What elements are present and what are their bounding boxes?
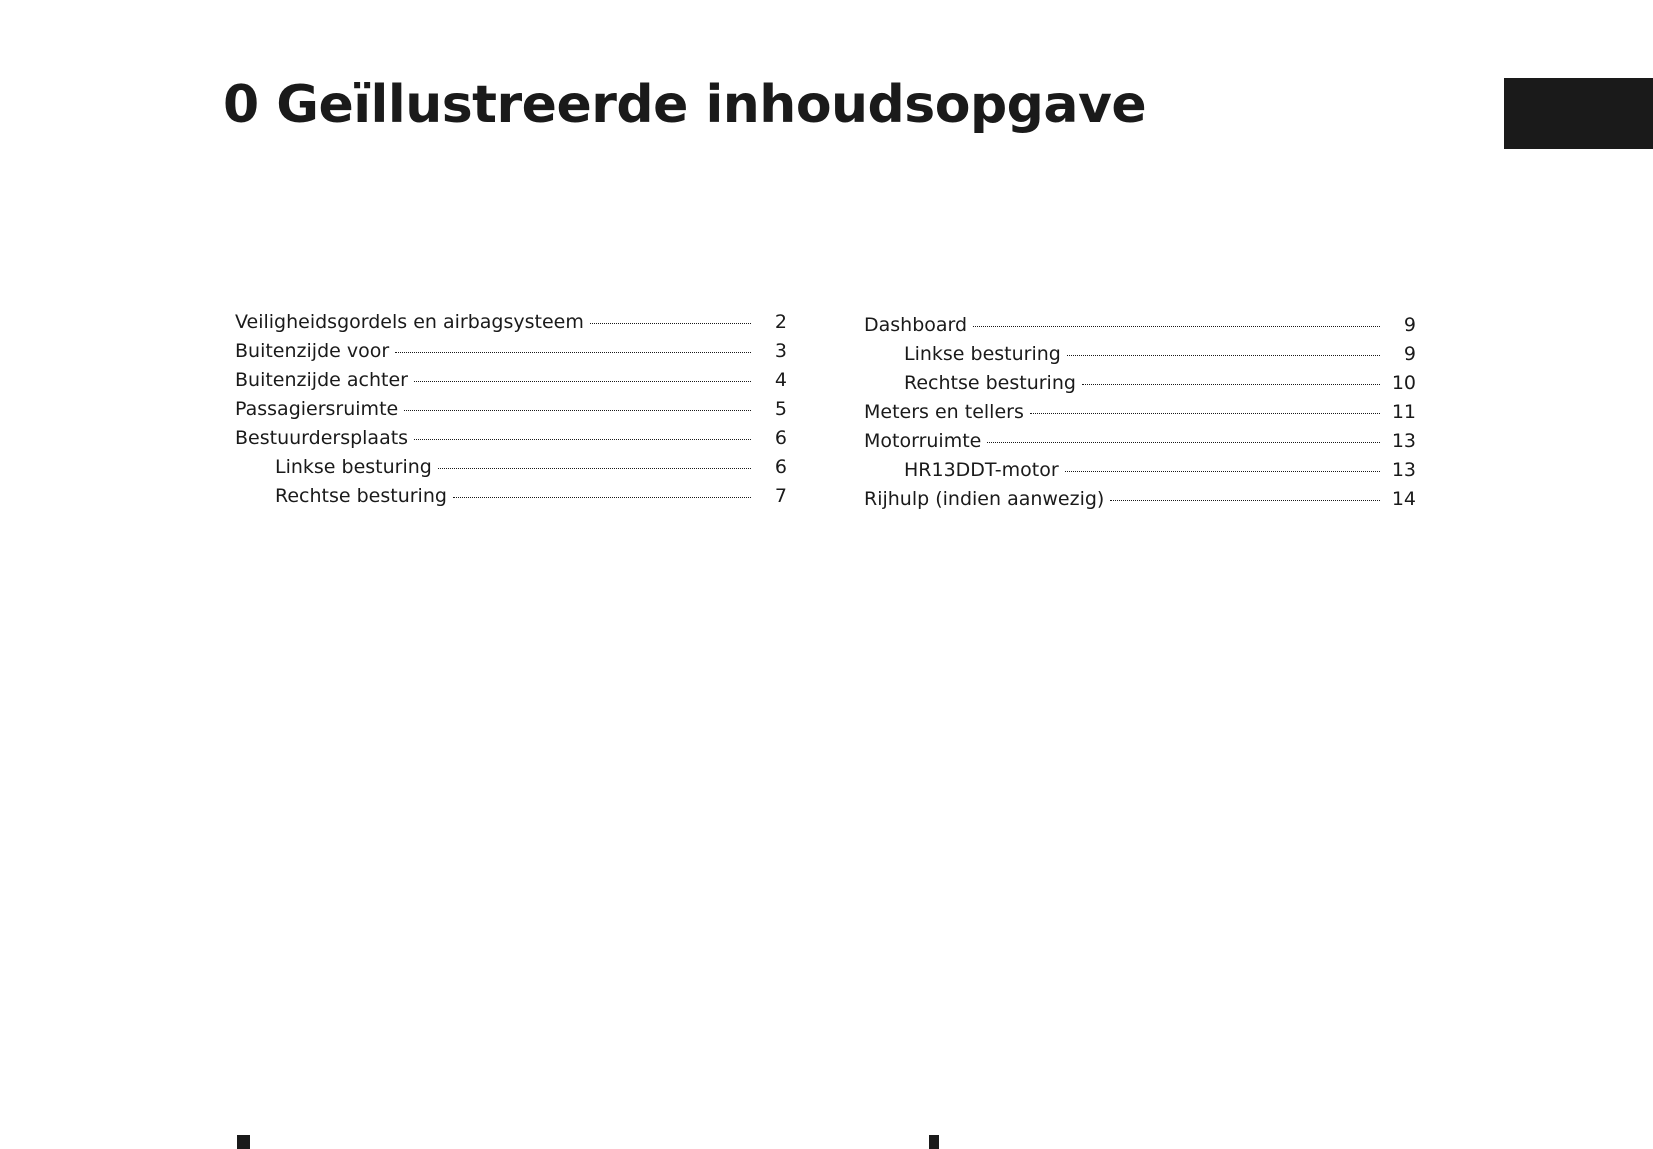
toc-leader-dots <box>453 497 751 498</box>
toc-page-number: 5 <box>774 398 787 420</box>
toc-leader-dots <box>414 381 751 382</box>
toc-entry-label: Linkse besturing <box>904 343 1061 365</box>
toc-page-number: 9 <box>1403 314 1416 336</box>
toc-leader-dots <box>1030 413 1380 414</box>
toc-entry-buitenzijde-achter[interactable] <box>235 366 787 395</box>
toc-entry-label: Rechtse besturing <box>904 372 1076 394</box>
toc-leader-dots <box>438 468 751 469</box>
toc-entry-dashboard-linkse-besturing[interactable] <box>864 340 1416 369</box>
toc-entry-label: Dashboard <box>864 314 968 336</box>
toc-entry-dashboard-rechtse-besturing[interactable] <box>864 369 1416 398</box>
toc-entry-veiligheidsgordels[interactable] <box>235 308 787 337</box>
toc-entry-bestuurdersplaats[interactable] <box>235 424 787 453</box>
toc-page-number: 14 <box>1391 488 1416 510</box>
page-title: 0 Geïllustreerde inhoudsopgave <box>223 75 1147 135</box>
toc-entry-label: Bestuurdersplaats <box>235 427 409 449</box>
toc-leader-dots <box>1110 500 1380 501</box>
toc-page-number: 2 <box>774 311 787 333</box>
toc-page-number: 13 <box>1391 430 1416 452</box>
toc-page-number: 3 <box>774 340 787 362</box>
toc-entry-label: Veiligheidsgordels en airbagsysteem <box>235 311 584 333</box>
toc-entry-label: Linkse besturing <box>275 456 432 478</box>
toc-entry-dashboard[interactable] <box>864 311 1416 340</box>
toc-entry-label: HR13DDT-motor <box>904 459 1059 481</box>
crop-mark-right <box>929 1135 939 1149</box>
toc-entry-rechtse-besturing[interactable] <box>235 482 787 511</box>
toc-leader-dots <box>1065 471 1380 472</box>
toc-entry-passagiersruimte[interactable] <box>235 395 787 424</box>
toc-entry-label: Passagiersruimte <box>235 398 399 420</box>
toc-entry-label: Buitenzijde achter <box>235 369 408 391</box>
toc-leader-dots <box>973 326 1380 327</box>
toc-entry-label: Rijhulp (indien aanwezig) <box>864 488 1105 510</box>
toc-entry-label: Rechtse besturing <box>275 485 447 507</box>
toc-leader-dots <box>987 442 1380 443</box>
toc-entry-label: Meters en tellers <box>864 401 1024 423</box>
chapter-tab-marker <box>1504 78 1653 149</box>
toc-page-number: 7 <box>774 485 787 507</box>
toc-entry-buitenzijde-voor[interactable] <box>235 337 787 366</box>
toc-page-number: 10 <box>1391 372 1416 394</box>
crop-mark-left <box>237 1135 250 1149</box>
toc-leader-dots <box>404 410 751 411</box>
toc-column-right <box>864 311 1416 514</box>
toc-entry-label: Motorruimte <box>864 430 982 452</box>
toc-leader-dots <box>395 352 751 353</box>
toc-leader-dots <box>414 439 751 440</box>
toc-page-number: 13 <box>1391 459 1416 481</box>
toc-entry-hr13ddt-motor[interactable] <box>864 456 1416 485</box>
toc-leader-dots <box>1067 355 1380 356</box>
toc-entry-motorruimte[interactable] <box>864 427 1416 456</box>
toc-entry-label: Buitenzijde voor <box>235 340 390 362</box>
toc-leader-dots <box>1082 384 1380 385</box>
toc-leader-dots <box>590 323 751 324</box>
toc-entry-meters-en-tellers[interactable] <box>864 398 1416 427</box>
toc-page-number: 6 <box>774 427 787 449</box>
toc-page-number: 6 <box>774 456 787 478</box>
toc-page-number: 4 <box>774 369 787 391</box>
toc-entry-linkse-besturing[interactable] <box>235 453 787 482</box>
toc-page-number: 11 <box>1391 401 1416 423</box>
toc-entry-rijhulp[interactable] <box>864 485 1416 514</box>
toc-page-number: 9 <box>1403 343 1416 365</box>
toc-column-left <box>235 308 787 511</box>
